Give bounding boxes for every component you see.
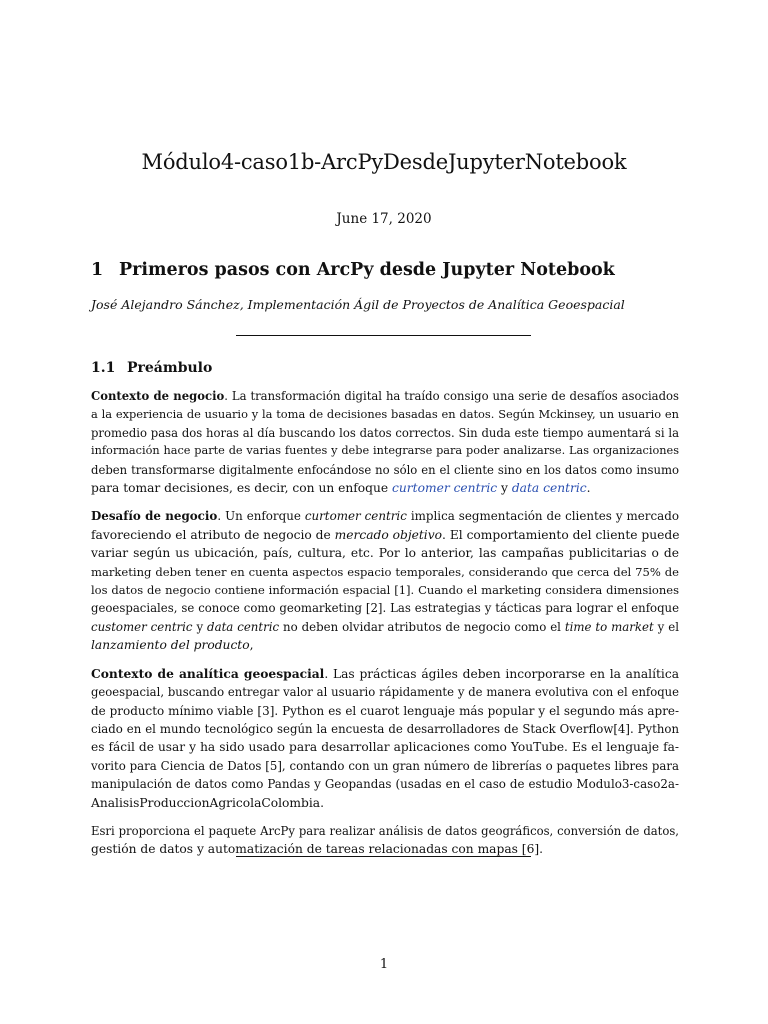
- section-heading: [91, 260, 615, 280]
- text-line: a la experiencia de usuario y la toma de decisiones basadas en datos. Según Mckinsey, un usuario en: [91, 407, 679, 422]
- emphasis: lanzamiento del producto: [91, 638, 250, 653]
- text-line: [91, 507, 679, 525]
- horizontal-rule-top: [236, 335, 531, 336]
- text-line: vorito para Ciencia de Datos [5], contando con un gran número de librerías o paquetes libres para: [91, 758, 679, 773]
- text-line: marketing deben tener en cuenta aspectos espacio temporales, considerando que cerca del 75% de: [91, 564, 679, 579]
- text-line: gestión de datos y automatización de tareas relacionadas con mapas [6].: [91, 842, 544, 857]
- emphasis: data centric: [207, 619, 280, 634]
- text-line: de producto mínimo viable [3]. Python es el cuarot lenguaje más popular y el segundo más apre-: [91, 703, 679, 718]
- text-span: para tomar decisiones, es decir, con un enfoque: [91, 481, 393, 496]
- text-line: [91, 387, 679, 405]
- text-line: [91, 479, 679, 497]
- text-span: favoreciendo el atributo de negocio de: [91, 527, 335, 542]
- paragraph-lead: Desafío de negocio: [91, 509, 218, 524]
- subsection-number: 1.1: [91, 360, 116, 376]
- text-span: y el: [653, 619, 679, 634]
- text-line: [91, 665, 679, 683]
- text-span: . Las prácticas ágiles deben incorporarse en la analítica: [324, 666, 680, 681]
- text-span: .: [586, 481, 591, 496]
- text-line: los datos de negocio contiene información espacial [1]. Cuando el marketing considera dimensiones: [91, 583, 679, 598]
- link-customer-centric[interactable]: curtomer centric: [392, 481, 498, 496]
- emphasis: time to market: [564, 619, 654, 634]
- text-span: . La transformación digital ha traído consigo una serie de desafíos asociados: [224, 389, 679, 403]
- body-text: [91, 387, 679, 869]
- text-line: información hace parte de varias fuentes y debe integrarse para poder analizarse. Las organizaciones: [91, 444, 679, 458]
- text-line: [91, 636, 679, 654]
- text-span: y: [497, 481, 512, 496]
- text-span: y: [192, 619, 208, 634]
- link-data-centric[interactable]: data centric: [511, 481, 587, 496]
- text-line: geoespacial, buscando entregar valor al usuario rápidamente y de manera evolutiva con el enfoque: [91, 685, 679, 700]
- text-line: deben transformarse digitalmente enfocándose no sólo en el cliente sino en los datos como insumo: [91, 462, 679, 477]
- text-line: variar según us ubicación, país, cultura, etc. Por lo anterior, las campañas publicitarias o de: [91, 546, 679, 561]
- text-line: es fácil de usar y ha sido usado para desarrollar aplicaciones como YouTube. Es el lenguaje fa-: [91, 740, 679, 755]
- horizontal-rule-bottom: [236, 856, 531, 857]
- page-number: 1: [379, 957, 389, 972]
- subsection-heading: [91, 360, 212, 376]
- text-line: [91, 618, 679, 636]
- text-line: geoespaciales, se conoce como geomarketing [2]. Las estrategias y tácticas para lograr el enfoque: [91, 601, 679, 616]
- paragraph-geospatial-context: [91, 665, 679, 812]
- emphasis: curtomer centric: [304, 509, 407, 524]
- text-line: manipulación de datos como Pandas y Geopandas (usadas en el caso de estudio Modulo3-caso2a-: [91, 777, 679, 792]
- document-title: Módulo4-caso1b-ArcPyDesdeJupyterNotebook: [141, 150, 627, 174]
- author-line: José Alejandro Sánchez, Implementación Ágil de Proyectos de Analítica Geoespacial: [91, 297, 625, 312]
- text-span: implica segmentación de clientes y mercado: [406, 509, 679, 524]
- paragraph-lead: Contexto de negocio: [91, 389, 225, 403]
- text-span: . El comportamiento del cliente puede: [442, 527, 680, 542]
- text-span: . Un enforque: [217, 509, 305, 524]
- emphasis: mercado objetivo: [334, 527, 443, 542]
- paragraph-esri-arcpy: [91, 822, 679, 859]
- text-line: ciado en el mundo tecnológico según la encuesta de desarrolladores de Stack Overflow[4]. Python: [91, 721, 679, 736]
- section-number: 1: [91, 260, 104, 280]
- paragraph-lead: Contexto de analítica geoespacial: [91, 665, 325, 681]
- paragraph-business-challenge: [91, 507, 679, 654]
- text-line: [91, 526, 679, 544]
- paragraph-business-context: [91, 387, 679, 497]
- text-line: AnalisisProduccionAgricolaColombia.: [91, 795, 325, 810]
- text-span: no deben olvidar atributos de negocio como el: [279, 619, 565, 634]
- section-title: Primeros pasos con ArcPy desde Jupyter Notebook: [119, 260, 615, 280]
- emphasis: customer centric: [91, 619, 193, 634]
- document-date: June 17, 2020: [336, 211, 432, 227]
- text-span: ,: [249, 638, 254, 653]
- text-line: Esri proporciona el paquete ArcPy para realizar análisis de datos geográficos, conversión de datos,: [91, 823, 679, 838]
- subsection-title: Preámbulo: [127, 360, 213, 376]
- text-line: promedio pasa dos horas al día buscando los datos correctos. Sin duda este tiempo aumentará si la: [91, 425, 679, 440]
